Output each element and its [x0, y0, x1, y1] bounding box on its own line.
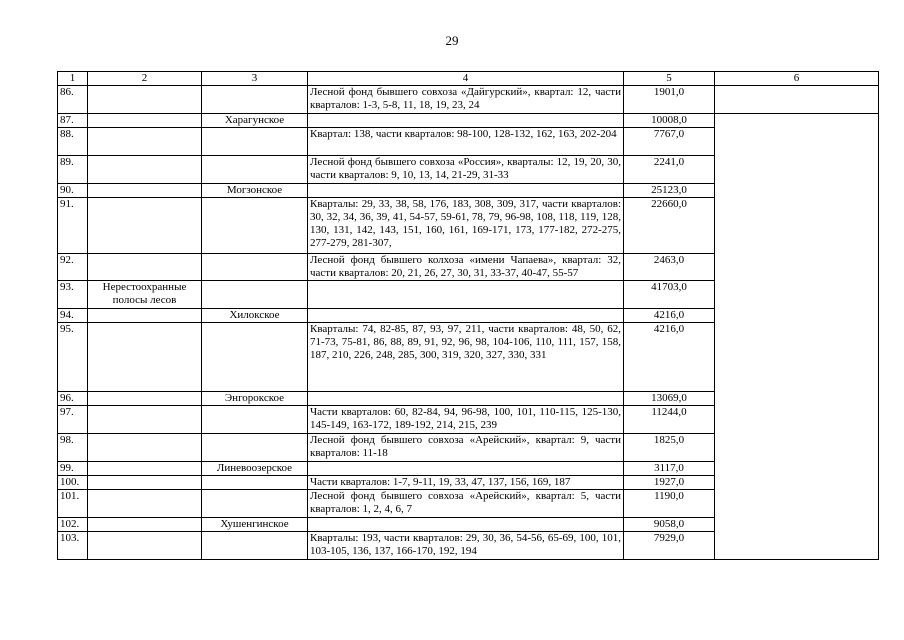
row-description [308, 518, 624, 532]
header-cell: 1 [58, 72, 88, 86]
row-description: Части кварталов: 60, 82-84, 94, 96-98, 100, 101, 110-115, 125-130, 145-149, 163-172, 189-192, 214, 215, 239 [308, 406, 624, 434]
row-description: Кварталы: 74, 82-85, 87, 93, 97, 211, части кварталов: 48, 50, 62, 71-73, 75-81, 86, 88, 89, 91, 92, 96, 98, 104-106, 110, 111, 157, 158, 187, 210, 226, 248, 285, 300, 319, 320, 327, 330, 331 [308, 323, 624, 392]
row-number: 98. [58, 434, 88, 462]
row-category [88, 323, 202, 392]
row-number: 96. [58, 392, 88, 406]
row-category [88, 184, 202, 198]
table-row [58, 86, 879, 114]
row-area: 9058,0 [624, 518, 715, 532]
row-number: 100. [58, 476, 88, 490]
row-category [88, 434, 202, 462]
row-district [202, 281, 308, 309]
row-area: 13069,0 [624, 392, 715, 406]
forest-table [57, 71, 879, 560]
header-cell: 3 [202, 72, 308, 86]
row-district: Могзонское [202, 184, 308, 198]
row-district [202, 156, 308, 184]
row-number: 103. [58, 532, 88, 560]
row-area: 41703,0 [624, 281, 715, 309]
row-area: 4216,0 [624, 323, 715, 392]
row-description: Лесной фонд бывшего колхоза «имени Чапаева», квартал: 32, части кварталов: 20, 21, 26, 27, 30, 31, 33-37, 40-47, 55-57 [308, 254, 624, 281]
row-area: 1901,0 [624, 86, 715, 114]
row-area: 2241,0 [624, 156, 715, 184]
row-number: 101. [58, 490, 88, 518]
header-cell: 2 [88, 72, 202, 86]
row-description: Лесной фонд бывшего совхоза «Арейский», квартал: 9, части кварталов: 11-18 [308, 434, 624, 462]
row-category [88, 392, 202, 406]
row-number: 87. [58, 114, 88, 128]
row-area: 10008,0 [624, 114, 715, 128]
row-area: 2463,0 [624, 254, 715, 281]
row-number: 90. [58, 184, 88, 198]
row-number: 97. [58, 406, 88, 434]
row-area: 3117,0 [624, 462, 715, 476]
row-district [202, 490, 308, 518]
row-category [88, 518, 202, 532]
row-number: 86. [58, 86, 88, 114]
header-cell: 5 [624, 72, 715, 86]
row-category [88, 198, 202, 254]
row-description [308, 462, 624, 476]
row-category [88, 309, 202, 323]
row-category [88, 128, 202, 156]
row-area: 7929,0 [624, 532, 715, 560]
row-area: 22660,0 [624, 198, 715, 254]
row-district [202, 476, 308, 490]
row-category [88, 476, 202, 490]
row-number: 91. [58, 198, 88, 254]
row-description [308, 184, 624, 198]
row-area: 1927,0 [624, 476, 715, 490]
row-district [202, 406, 308, 434]
row-description [308, 281, 624, 309]
row-category [88, 462, 202, 476]
row-category: Нерестоохранные полосы лесов [88, 281, 202, 309]
notes-column-cell [715, 114, 879, 560]
header-cell: 4 [308, 72, 624, 86]
row-number: 89. [58, 156, 88, 184]
row-area: 7767,0 [624, 128, 715, 156]
row-number: 88. [58, 128, 88, 156]
row-area: 11244,0 [624, 406, 715, 434]
row-area: 4216,0 [624, 309, 715, 323]
row-description: Квартал: 138, части кварталов: 98-100, 128-132, 162, 163, 202-204 [308, 128, 624, 156]
row-number: 93. [58, 281, 88, 309]
row-number: 92. [58, 254, 88, 281]
row-district [202, 128, 308, 156]
row-category [88, 406, 202, 434]
row-description: Части кварталов: 1-7, 9-11, 19, 33, 47, 137, 156, 169, 187 [308, 476, 624, 490]
row-category [88, 156, 202, 184]
row-description: Кварталы: 193, части кварталов: 29, 30, 36, 54-56, 65-69, 100, 101, 103-105, 136, 137, 166-170, 192, 194 [308, 532, 624, 560]
row-description [308, 114, 624, 128]
row-district [202, 434, 308, 462]
row-description [308, 392, 624, 406]
row-note [715, 86, 879, 114]
row-number: 102. [58, 518, 88, 532]
row-description: Лесной фонд бывшего совхоза «Дайгурский», квартал: 12, части кварталов: 1-3, 5-8, 11, 18, 19, 23, 24 [308, 86, 624, 114]
row-category [88, 86, 202, 114]
row-description: Лесной фонд бывшего совхоза «Россия», кварталы: 12, 19, 20, 30, части кварталов: 9, 10, 13, 14, 21-29, 31-33 [308, 156, 624, 184]
page-number: 29 [445, 33, 459, 48]
row-district: Хилокское [202, 309, 308, 323]
row-description: Лесной фонд бывшего совхоза «Арейский», квартал: 5, части кварталов: 1, 2, 4, 6, 7 [308, 490, 624, 518]
table-row [58, 114, 879, 128]
row-district [202, 254, 308, 281]
row-number: 95. [58, 323, 88, 392]
row-category [88, 114, 202, 128]
row-district [202, 86, 308, 114]
row-number: 99. [58, 462, 88, 476]
row-category [88, 490, 202, 518]
row-district: Харагунское [202, 114, 308, 128]
row-district [202, 532, 308, 560]
row-district: Линевоозерское [202, 462, 308, 476]
row-area: 25123,0 [624, 184, 715, 198]
row-category [88, 532, 202, 560]
row-district [202, 323, 308, 392]
row-area: 1190,0 [624, 490, 715, 518]
header-cell: 6 [715, 72, 879, 86]
row-category [88, 254, 202, 281]
row-district: Хушенгинское [202, 518, 308, 532]
row-district: Энгорокское [202, 392, 308, 406]
row-number: 94. [58, 309, 88, 323]
row-description [308, 309, 624, 323]
row-area: 1825,0 [624, 434, 715, 462]
row-district [202, 198, 308, 254]
table-header-row [58, 72, 879, 86]
row-description: Кварталы: 29, 33, 38, 58, 176, 183, 308, 309, 317, части кварталов: 30, 32, 34, 36, 39, 41, 54-57, 59-61, 78, 79, 96-98, 108, 118, 119, 128, 130, 131, 142, 143, 151, 160, 161, 169-171, 173, 177-182, 272-275, 277-279, 281-307, [308, 198, 624, 254]
